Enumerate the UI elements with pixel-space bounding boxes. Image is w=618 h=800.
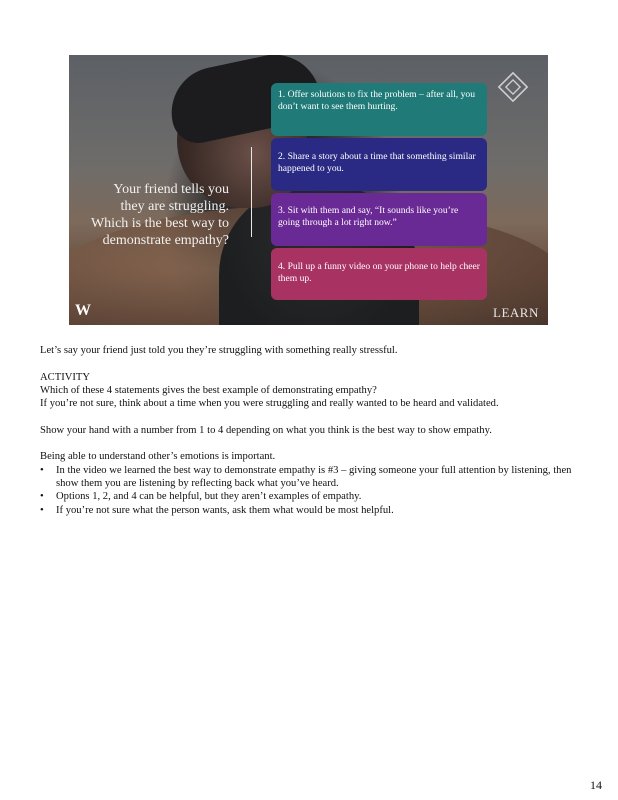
slide-divider bbox=[251, 147, 252, 237]
slide-question: Your friend tells you they are struggling. Which is the best way to demonstrate empathy? bbox=[90, 182, 229, 248]
notes-intro: Let’s say your friend just told you they’re struggling with something really stressful. bbox=[40, 345, 398, 356]
list-item bbox=[40, 504, 580, 517]
option-3: 3. Sit with them and say, “It sounds like you’re going through a lot right now.” bbox=[271, 193, 487, 246]
list-item bbox=[40, 490, 580, 503]
slide-image bbox=[69, 55, 548, 325]
activity-line-2: If you’re not sure, think about a time when you were struggling and really wanted to be heard and validated. bbox=[40, 398, 499, 410]
speaker-notes bbox=[40, 344, 580, 517]
notes-spacer bbox=[40, 410, 580, 423]
page-number: 14 bbox=[590, 778, 602, 792]
bullet-icon: • bbox=[40, 491, 44, 503]
activity-heading: ACTIVITY bbox=[40, 371, 91, 383]
learn-diamond-logo-icon bbox=[497, 71, 529, 103]
notes-spacer bbox=[40, 437, 580, 450]
learn-brand: LEARN bbox=[493, 305, 539, 320]
w-logo-icon: W bbox=[75, 302, 91, 319]
option-2: 2. Share a story about a time that something similar happened to you. bbox=[271, 138, 487, 191]
option-1: 1. Offer solutions to fix the problem – after all, you don’t want to see them hurting. bbox=[271, 83, 487, 136]
bullet-icon: • bbox=[40, 504, 44, 516]
activity-line-1: Which of these 4 statements gives the best example of demonstrating empathy? bbox=[40, 384, 377, 396]
conclusion: Being able to understand other’s emotions is important. bbox=[40, 451, 276, 463]
show-hand-instruction: Show your hand with a number from 1 to 4 depending on what you think is the best way to show empathy. bbox=[40, 424, 492, 436]
bullet-text: Options 1, 2, and 4 can be helpful, but they aren’t examples of empathy. bbox=[56, 491, 362, 503]
bullet-text: If you’re not sure what the person wants, ask them what would be most helpful. bbox=[56, 504, 394, 516]
list-item bbox=[40, 464, 580, 491]
bullet-icon: • bbox=[40, 464, 44, 476]
option-4: 4. Pull up a funny video on your phone to help cheer them up. bbox=[271, 248, 487, 300]
bullet-text: In the video we learned the best way to demonstrate empathy is #3 – giving someone your full attention by listening, then show them you are listening by reflecting back what you’ve heard. bbox=[56, 464, 572, 489]
notes-spacer bbox=[40, 357, 580, 370]
